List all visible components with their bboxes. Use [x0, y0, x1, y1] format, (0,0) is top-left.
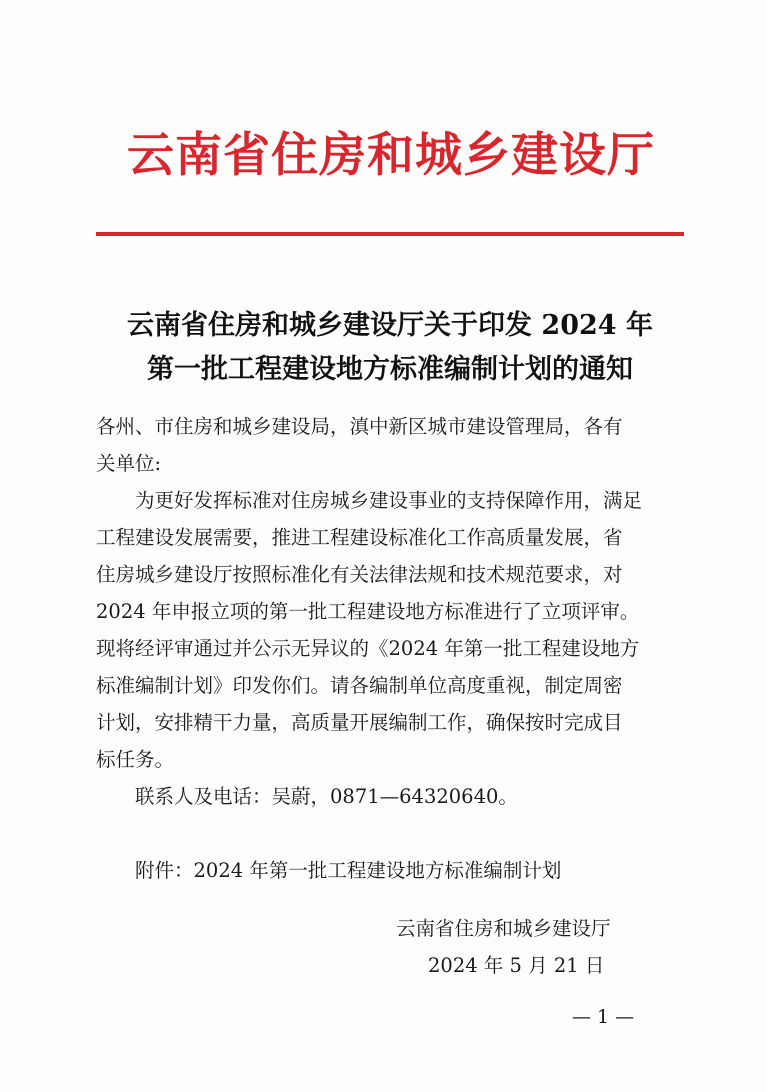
page-number: — 1 — [572, 1006, 635, 1028]
body-paragraph-line: 工程建设发展需要，推进工程建设标准化工作高质量发展，省 [96, 526, 623, 549]
body-paragraph-line: 计划，安排精干力量，高质量开展编制工作，确保按时完成目 [96, 711, 623, 734]
document-title-line-2: 第一批工程建设地方标准编制计划的通知 [147, 354, 633, 385]
body-paragraph-line: 现将经评审通过并公示无异议的《2024 年第一批工程建设地方 [96, 637, 640, 660]
body-paragraph-line: 2024 年申报立项的第一批工程建设地方标准进行了立项评审。 [96, 600, 640, 623]
body-paragraph-line: 为更好发挥标准对住房城乡建设事业的支持保障作用，满足 [135, 489, 643, 512]
issuing-agency-header: 云南省住房和城乡建设厅 [127, 128, 655, 183]
header-red-rule [96, 232, 684, 236]
body-paragraph-line: 标准编制计划》印发你们。请各编制单位高度重视，制定周密 [96, 674, 623, 697]
addressee-line-1: 各州、市住房和城乡建设局，滇中新区城市建设管理局，各有 [96, 415, 623, 438]
contact-line: 联系人及电话：吴蔚，0871—64320640。 [135, 785, 518, 808]
signature-date: 2024 年 5 月 21 日 [428, 954, 605, 977]
addressee-line-2: 关单位: [96, 452, 162, 475]
body-paragraph-line: 住房城乡建设厅按照标准化有关法律法规和技术规范要求，对 [96, 563, 623, 586]
attachment-line: 附件：2024 年第一批工程建设地方标准编制计划 [135, 859, 562, 882]
signature-agency: 云南省住房和城乡建设厅 [396, 917, 611, 940]
document-title-line-1: 云南省住房和城乡建设厅关于印发 2024 年 [127, 310, 653, 341]
body-paragraph-line: 标任务。 [96, 748, 175, 771]
